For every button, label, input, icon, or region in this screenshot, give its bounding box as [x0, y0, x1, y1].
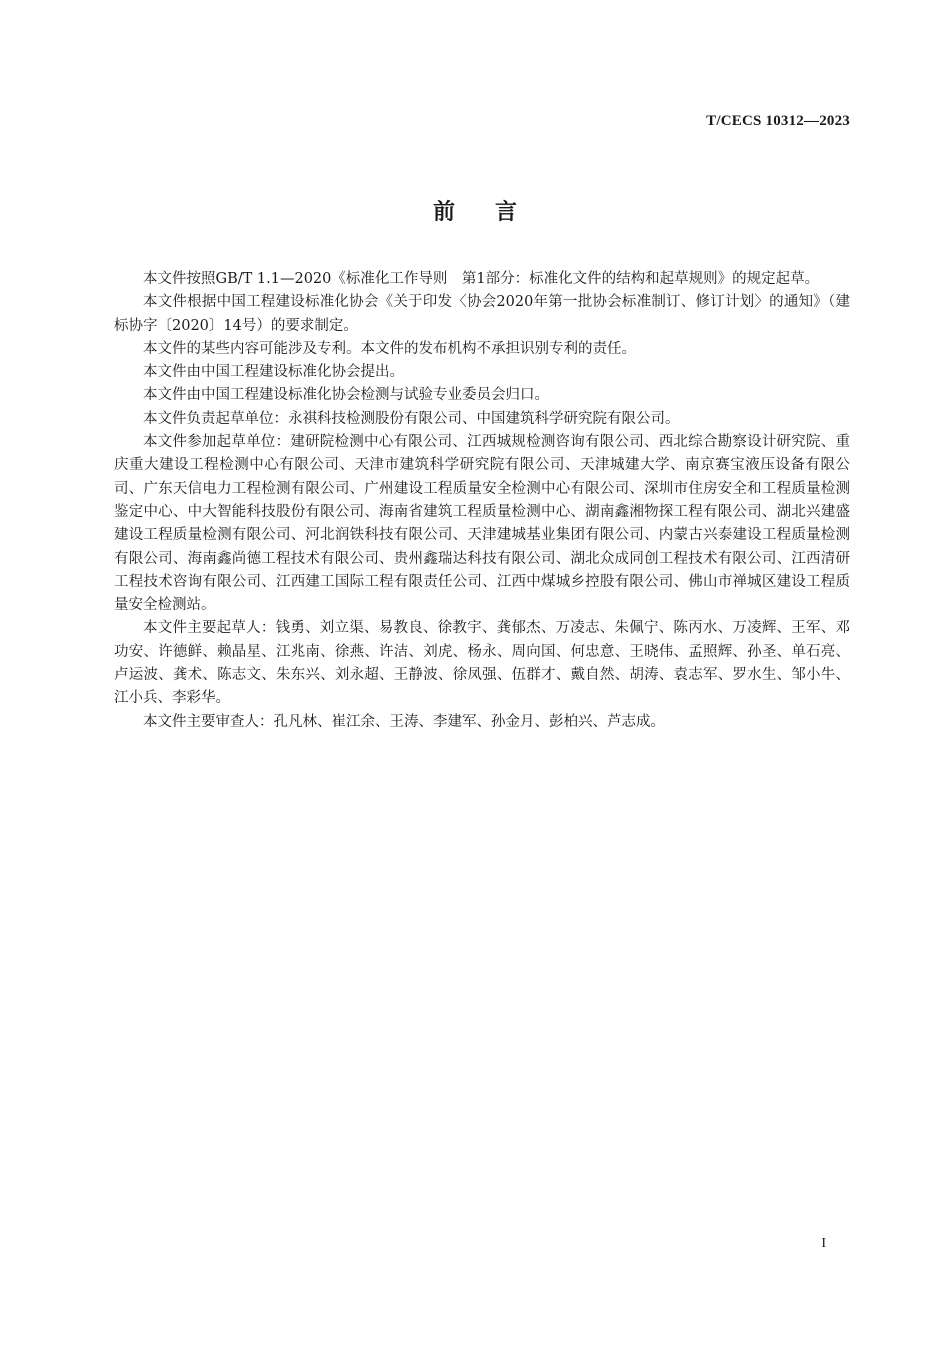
preface-body [114, 268, 850, 734]
paragraph-centralized-by: 本文件由中国工程建设标准化协会检测与试验专业委员会归口。 [143, 387, 549, 404]
paragraph-main-reviewers: 本文件主要审查人：孔凡林、崔江余、王涛、李建军、孙金月、彭柏兴、芦志成。 [143, 713, 665, 730]
paragraph-patent-notice: 本文件的某些内容可能涉及专利。本文件的发布机构不承担识别专利的责任。 [143, 340, 636, 357]
paragraph-drafting-rules: 本文件按照GB/T 1.1—2020《标准化工作导则 第1部分：标准化文件的结构和起草规则》的规定起草。 [143, 271, 820, 287]
page-number: I [821, 1236, 826, 1251]
paragraph-participating-drafters: 本文件参加起草单位：建研院检测中心有限公司、江西城规检测咨询有限公司、西北综合勘察设计研究院、重庆重大建设工程检测中心有限公司、天津市建筑科学研究院有限公司、天津城建大学、南京赛宝液压设备有限公司、广东天信电力工程检测有限公司、广州建设工程质量安全检测中心有限公司、深圳市住房安全和工程质量检测鉴定中心、中大智能科技股份有限公司、海南省建筑工程质量检测中心、湖南鑫湘物探工程有限公司、湖北兴建盛建设工程质量检测有限公司、河北润铁科技有限公司、天津建城基业集团有限公司、内蒙古兴泰建设工程质量检测有限公司、海南鑫尚德工程技术有限公司、贵州鑫瑞达科技有限公司、湖北众成同创工程技术有限公司、江西清研工程技术咨询有限公司、江西建工国际工程有限责任公司、江西中煤城乡控股有限公司、佛山市禅城区建设工程质量安全检测站。 [114, 434, 850, 614]
paragraph-main-drafters: 本文件主要起草人：钱勇、刘立渠、易教良、徐教宇、龚郁杰、万凌志、朱佩宁、陈丙水、万凌辉、王军、邓功安、许德鲜、赖晶星、江兆南、徐燕、许洁、刘虎、杨永、周向国、何忠意、王晓伟、孟照辉、孙圣、单石亮、卢运波、龚术、陈志文、朱东兴、刘永超、王静波、徐凤强、伍群才、戴自然、胡涛、袁志军、罗水生、邹小牛、江小兵、李彩华。 [114, 620, 850, 707]
page-title: 前言 [432, 200, 557, 225]
paragraph-basis: 本文件根据中国工程建设标准化协会《关于印发〈协会2020年第一批协会标准制订、修订计划〉的通知》（建标协字〔2020〕14号）的要求制定。 [114, 294, 850, 334]
paragraph-lead-drafters: 本文件负责起草单位：永祺科技检测股份有限公司、中国建筑科学研究院有限公司。 [143, 410, 680, 427]
paragraph-proposer: 本文件由中国工程建设标准化协会提出。 [143, 364, 404, 381]
standard-code: T/CECS 10312—2023 [706, 113, 850, 129]
